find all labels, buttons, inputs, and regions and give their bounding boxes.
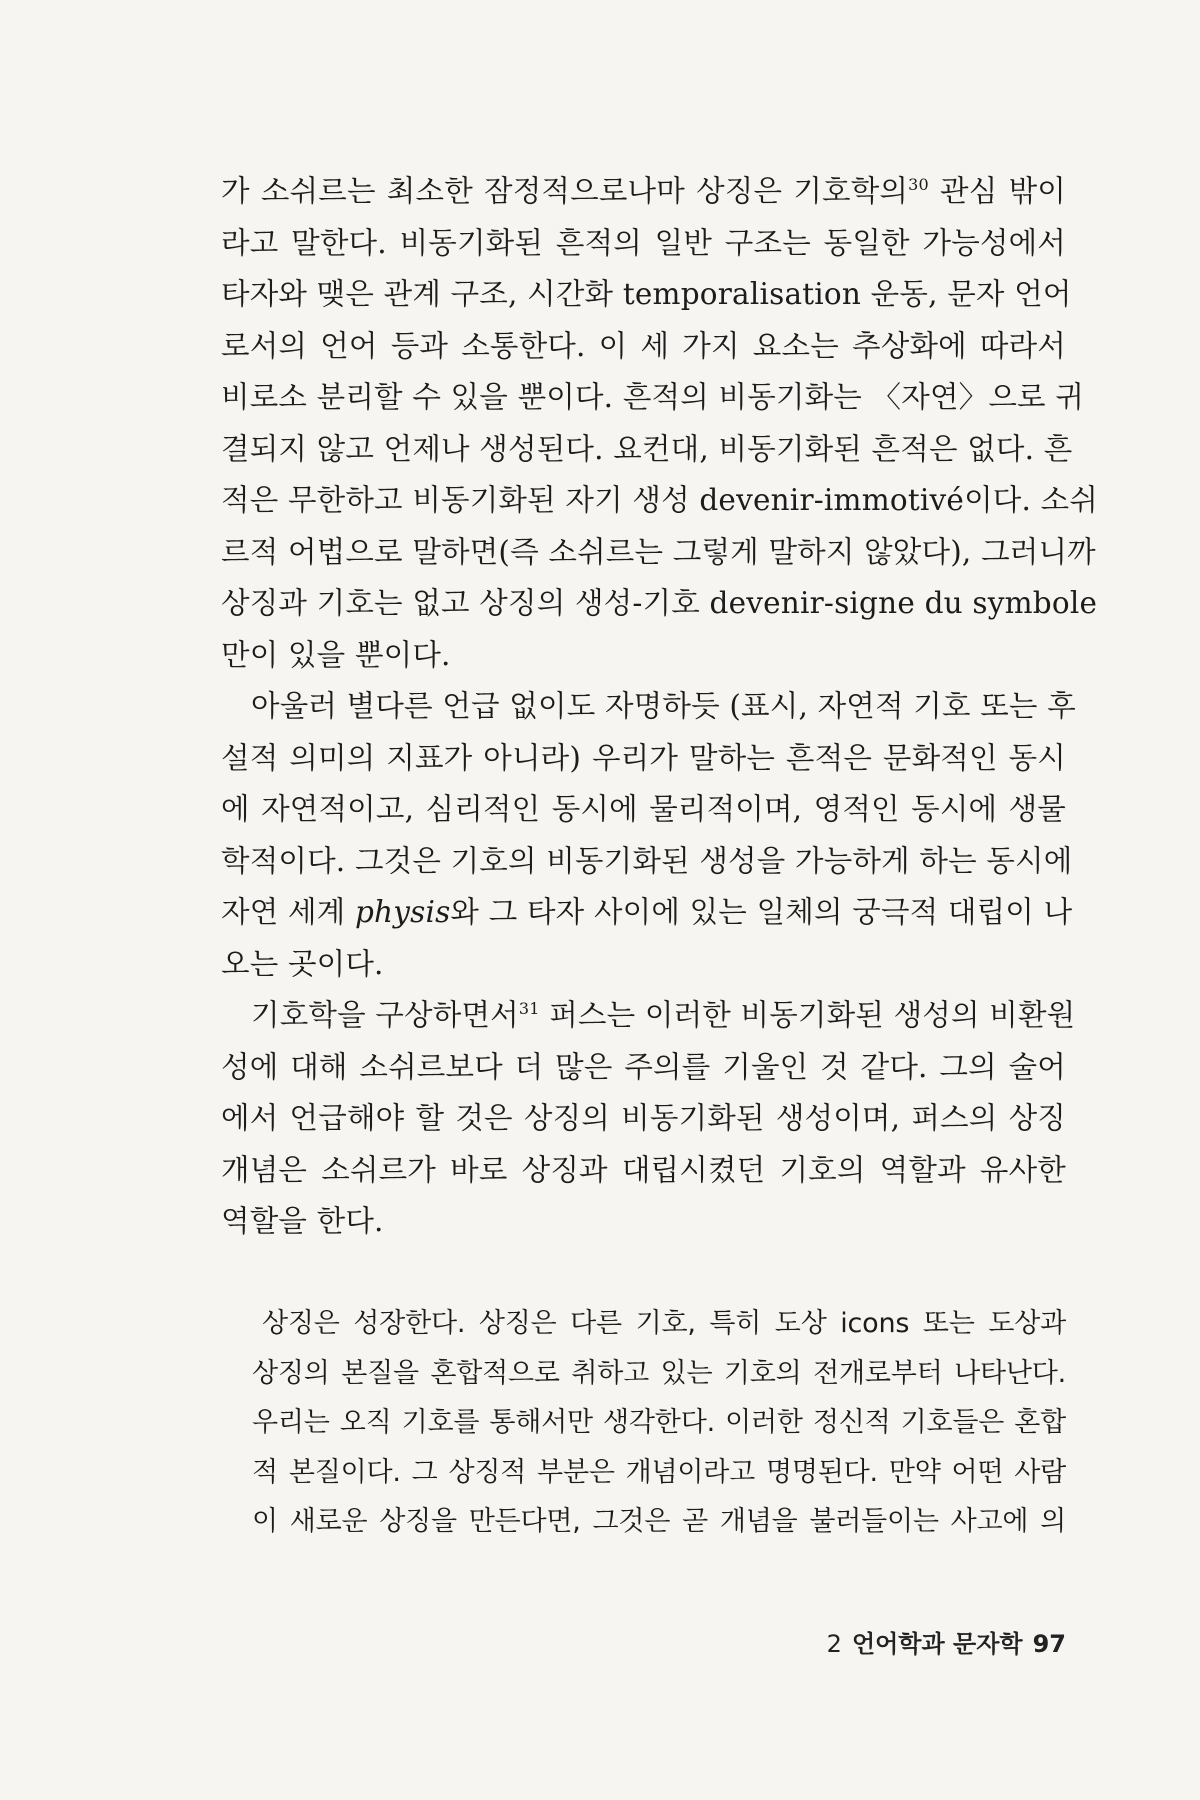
quote-line: 상징은 성장한다. 상징은 다른 기호, 특히 도상 icons 또는 도상과 [262, 1308, 1066, 1339]
text-line: 결되지 않고 언제나 생성된다. 요컨대, 비동기화된 흔적은 없다. 흔 [221, 431, 1073, 466]
italic-term: physis [354, 895, 451, 929]
text-line: 상징과 기호는 없고 상징의 생성-기호 devenir-signe du symbole [221, 586, 1098, 620]
text-line-segment: 관심 밖이 [928, 174, 1066, 208]
quote-line: 상징의 본질을 혼합적으로 취하고 있는 기호의 전개로부터 나타난다. [252, 1357, 1066, 1389]
text-line-segment: 와 그 타자 사이에 있는 일체의 궁극적 대립이 나 [450, 895, 1073, 929]
text-line: 라고 말한다. 비동기화된 흔적의 일반 구조는 동일한 가능성에서 [221, 225, 1066, 260]
text-line [221, 166, 1066, 218]
text-line: 학적이다. 그것은 기호의 비동기화된 생성을 가능하게 하는 동시에 [221, 843, 1073, 878]
text-line-segment: 퍼스는 이러한 비동기화된 생성의 비환원 [539, 998, 1076, 1032]
text-line: 만이 있을 뿐이다. [221, 637, 451, 672]
text-line: 타자와 맺은 관계 구조, 시간화 temporalisation 운동, 문자 언어 [221, 277, 1072, 311]
text-line: 적은 무한하고 비동기화된 자기 생성 devenir-immotivé이다. 소쉬 [221, 483, 1099, 517]
text-line: 에서 언급해야 할 것은 상징의 비동기화된 생성이며, 퍼스의 상징 [221, 1101, 1066, 1135]
chapter-title: 언어학과 문자학 [851, 1630, 1023, 1658]
text-line-segment: 기호학을 구상하면서 [251, 998, 519, 1032]
text-line: 에 자연적이고, 심리적인 동시에 물리적이며, 영적인 동시에 생물 [221, 792, 1066, 826]
text-line: 개념은 소쉬르가 바로 상징과 대립시켰던 기호의 역할과 유사한 [221, 1152, 1066, 1187]
text-line: 비로소 분리할 수 있을 뿐이다. 흔적의 비동기화는 〈자연〉으로 귀 [221, 380, 1085, 414]
text-line: 역할을 한다. [221, 1204, 384, 1238]
quote-line: 적 본질이다. 그 상징적 부분은 개념이라고 명명된다. 만약 어떤 사람 [252, 1456, 1066, 1488]
page-footer [760, 1624, 1066, 1659]
text-line: 르적 어법으로 말하면(즉 소쉬르는 그렇게 말하지 않았다), 그러니까 [221, 534, 1096, 569]
quote-line: 우리는 오직 기호를 통해서만 생각한다. 이러한 정신적 기호들은 혼합 [252, 1407, 1066, 1438]
text-line [221, 990, 1076, 1042]
text-line: 성에 대해 소쉬르보다 더 많은 주의를 기울인 것 같다. 그의 술어 [221, 1049, 1066, 1084]
block-quote [252, 1299, 1066, 1547]
text-line: 로서의 언어 등과 소통한다. 이 세 가지 요소는 추상화에 따라서 [221, 328, 1066, 363]
quote-line: 이 새로운 상징을 만든다면, 그것은 곧 개념을 불러들이는 사고에 의 [252, 1506, 1066, 1537]
text-line [221, 887, 1073, 939]
text-line: 아울러 별다른 언급 없이도 자명하듯 (표시, 자연적 기호 또는 후 [251, 689, 1076, 723]
footnote-marker: 30 [908, 175, 929, 195]
text-line-segment: 자연 세계 [221, 895, 346, 929]
page-number: 97 [1032, 1630, 1066, 1658]
text-line: 오는 곳이다. [221, 946, 384, 981]
body-text [221, 166, 1099, 1248]
text-line-segment: 가 소쉬르는 최소한 잠정적으로나마 상징은 기호학의 [221, 174, 909, 208]
footnote-marker: 31 [518, 999, 540, 1019]
chapter-number: 2 [826, 1630, 842, 1658]
text-line: 설적 의미의 지표가 아니라) 우리가 말하는 흔적은 문화적인 동시 [221, 740, 1066, 775]
